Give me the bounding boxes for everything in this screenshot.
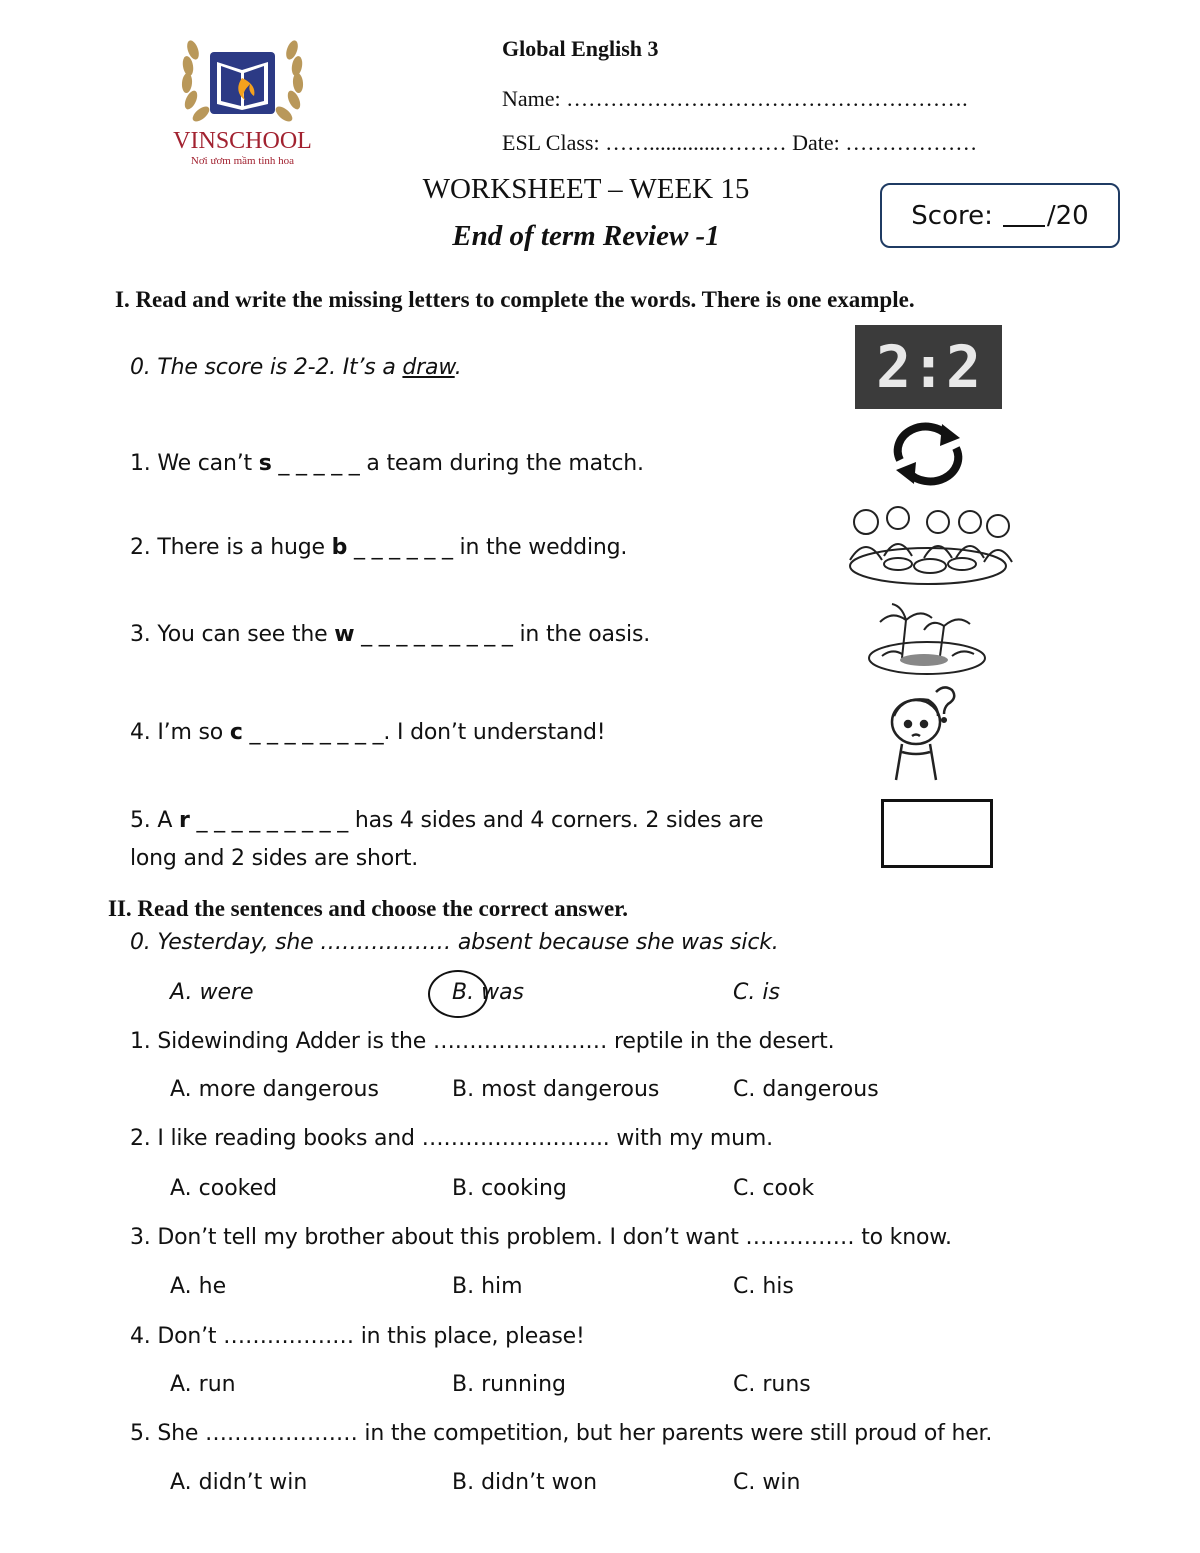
section-1-heading: I. Read and write the missing letters to complete the words. There is one example. [115, 287, 915, 312]
q1-suffix: a team during the match. [366, 451, 644, 476]
q1-blanks[interactable]: _ _ _ _ _ [271, 451, 367, 476]
score-blank[interactable] [1003, 205, 1045, 227]
example-prefix: 0. The score is 2-2. It’s a [130, 355, 403, 380]
q1-prefix: 1. We can’t [130, 451, 259, 476]
mc-q2-option-c[interactable]: C. cook [733, 1176, 815, 1201]
mc-q5-option-b[interactable]: B. didn’t won [452, 1470, 598, 1495]
q2-letter: b [331, 535, 348, 560]
q5-suffix: has 4 sides and 4 corners. 2 sides are [354, 808, 764, 833]
section-2-heading: II. Read the sentences and choose the correct answer. [108, 896, 628, 921]
mc-q4-option-b[interactable]: B. running [452, 1372, 566, 1397]
q3-letter: w [334, 622, 355, 647]
school-name: VINSCHOOL [173, 128, 312, 154]
substitute-arrows-icon [886, 420, 970, 488]
fill-question-5 [130, 808, 763, 833]
fill-question-5-line2: long and 2 sides are short. [130, 846, 419, 871]
q4-prefix: 4. I’m so [130, 720, 230, 745]
mc-example-option-a: A. were [170, 980, 254, 1005]
worksheet-subtitle: End of term Review -1 [452, 220, 720, 252]
q3-blanks[interactable]: _ _ _ _ _ _ _ _ _ [354, 622, 520, 647]
q4-suffix: . I don’t understand! [383, 720, 606, 745]
mc-q2-option-b[interactable]: B. cooking [452, 1176, 567, 1201]
rectangle-shape [881, 799, 993, 868]
example-sentence [130, 355, 462, 380]
mc-example-sentence: 0. Yesterday, she ……………… absent because she was sick. [130, 930, 779, 955]
mc-q4-option-c[interactable]: C. runs [733, 1372, 811, 1397]
score-box [880, 183, 1120, 248]
mc-example-option-c: C. is [733, 980, 780, 1005]
fill-question-2 [130, 535, 627, 560]
vinschool-logo [155, 30, 330, 170]
mc-example-option-b: B. was [452, 980, 525, 1005]
example-answer: draw [402, 355, 455, 380]
mc-q5-option-c[interactable]: C. win [733, 1470, 801, 1495]
q4-blanks[interactable]: _ _ _ _ _ _ _ _ [242, 720, 384, 745]
q5-blanks[interactable]: _ _ _ _ _ _ _ _ _ [189, 808, 355, 833]
mc-q1-option-c[interactable]: C. dangerous [733, 1077, 879, 1102]
mc-q1-option-a[interactable]: A. more dangerous [170, 1077, 379, 1102]
scoreboard-text: 2:2 [876, 333, 981, 401]
worksheet-title: WORKSHEET – WEEK 15 [422, 173, 750, 205]
name-field[interactable]: Name: ………………………………………………. [502, 86, 968, 111]
q5-letter: r [179, 808, 190, 833]
mc-question-3: 3. Don’t tell my brother about this problem. I don’t want …………… to know. [130, 1225, 952, 1250]
mc-q3-option-c[interactable]: C. his [733, 1274, 794, 1299]
mc-question-1: 1. Sidewinding Adder is the …………………… reptile in the desert. [130, 1029, 835, 1054]
q2-blanks[interactable]: _ _ _ _ _ _ [347, 535, 460, 560]
mc-q3-option-b[interactable]: B. him [452, 1274, 523, 1299]
school-tagline: Nơi ươm mầm tinh hoa [190, 155, 295, 167]
q3-prefix: 3. You can see the [130, 622, 335, 647]
class-date-field[interactable]: ESL Class: …….............……… Date: ……………… [502, 130, 978, 155]
score-label: Score: [911, 200, 993, 231]
q1-letter: s [258, 451, 272, 476]
oasis-illustration [862, 600, 992, 680]
scoreboard-image [855, 325, 1002, 409]
mc-q4-option-a[interactable]: A. run [170, 1372, 236, 1397]
example-answer-circle [428, 970, 488, 1018]
q5-prefix: 5. A [130, 808, 180, 833]
mc-q2-option-a[interactable]: A. cooked [170, 1176, 278, 1201]
mc-question-5: 5. She ………………… in the competition, but her parents were still proud of her. [130, 1421, 993, 1446]
score-total: /20 [1046, 200, 1089, 231]
mc-q1-option-b[interactable]: B. most dangerous [452, 1077, 660, 1102]
mc-question-2: 2. I like reading books and …………………….. with my mum. [130, 1126, 773, 1151]
example-suffix: . [454, 355, 462, 380]
mc-q3-option-a[interactable]: A. he [170, 1274, 227, 1299]
fill-question-4 [130, 720, 605, 745]
mc-question-4: 4. Don’t ……………… in this place, please! [130, 1324, 585, 1349]
fill-question-1 [130, 451, 644, 476]
q2-suffix: in the wedding. [459, 535, 628, 560]
fill-question-3 [130, 622, 650, 647]
mc-q5-option-a[interactable]: A. didn’t win [170, 1470, 308, 1495]
q4-letter: c [229, 720, 243, 745]
course-title: Global English 3 [502, 36, 659, 61]
q3-suffix: in the oasis. [519, 622, 651, 647]
q2-prefix: 2. There is a huge [130, 535, 332, 560]
confused-girl-illustration [872, 682, 972, 782]
banquet-illustration [838, 500, 1018, 590]
